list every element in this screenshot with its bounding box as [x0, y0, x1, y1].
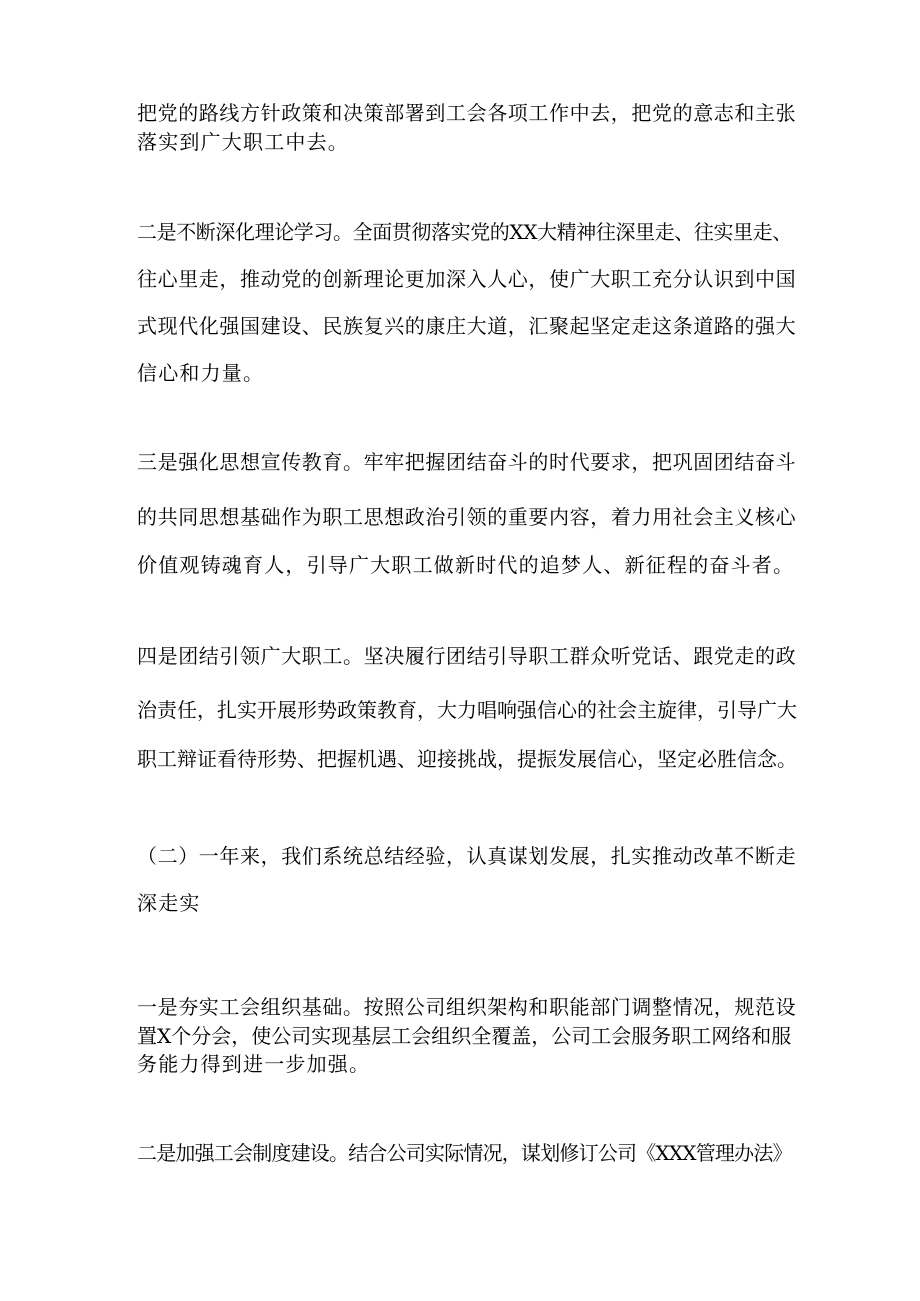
paragraph-5-line-2: 置X个分会，使公司实现基层工会组织全覆盖，公司工会服务职工网络和服	[137, 1024, 792, 1048]
paragraph-3-line-1: 三是强化思想宣传教育。牢牢把握团结奋斗的时代要求，把巩固团结奋斗	[137, 450, 797, 474]
section-heading-line-1: （二）一年来，我们系统总结经验，认真谋划发展，扎实推动改革不断走	[137, 844, 797, 868]
paragraph-3-line-2: 的共同思想基础作为职工思想政治引领的重要内容，着力用社会主义核心	[137, 505, 797, 529]
paragraph-4-line-1: 四是团结引领广大职工。坚决履行团结引导职工群众听党话、跟党走的政	[137, 644, 797, 668]
paragraph-6-line-1: 二是加强工会制度建设。结合公司实际情况，谋划修订公司《XXX管理办法》	[137, 1141, 792, 1165]
paragraph-2-line-3: 式现代化强国建设、民族复兴的康庄大道，汇聚起坚定走这条道路的强大	[137, 314, 797, 338]
paragraph-1-line-1: 把党的路线方针政策和决策部署到工会各项工作中去，把党的意志和主张	[137, 101, 797, 125]
paragraph-2-line-4: 信心和力量。	[137, 361, 265, 385]
paragraph-2-line-2: 往心里走，推动党的创新理论更加深入人心，使广大职工充分认识到中国	[137, 267, 797, 291]
paragraph-5-line-1: 一是夯实工会组织基础。按照公司组织架构和职能部门调整情况，规范设	[137, 995, 797, 1019]
paragraph-4-line-3: 职工辩证看待形势、把握机遇、迎接挑战，提振发展信心，坚定必胜信念。	[137, 747, 797, 771]
paragraph-1-line-2: 落实到广大职工中去。	[137, 130, 349, 154]
paragraph-4-line-2: 治责任，扎实开展形势政策教育，大力唱响强信心的社会主旋律，引导广大	[137, 698, 797, 722]
paragraph-5-line-3: 务能力得到进一步加强。	[137, 1052, 371, 1076]
paragraph-2-line-1: 二是不断深化理论学习。全面贯彻落实党的XX大精神往深里走、往实里走、	[137, 220, 792, 244]
paragraph-3-line-3: 价值观铸魂育人，引导广大职工做新时代的追梦人、新征程的奋斗者。	[137, 553, 795, 577]
section-heading-line-2: 深走实	[137, 891, 201, 915]
